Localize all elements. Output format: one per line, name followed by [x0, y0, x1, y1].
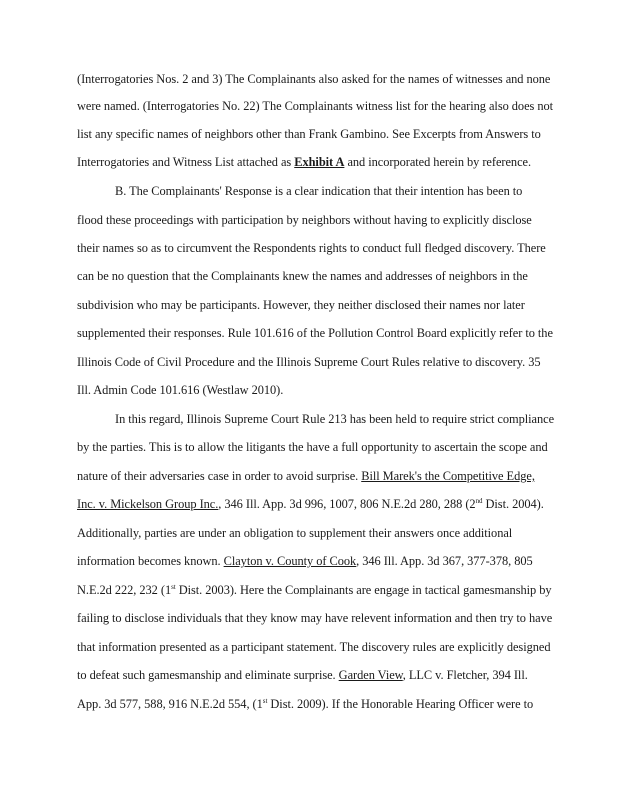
text-line: (Interrogatories Nos. 2 and 3) The Complainants also asked for the names of witnesses and none [77, 72, 551, 86]
text-line: Illinois Code of Civil Procedure and the Illinois Supreme Court Rules relative to discovery. 35 [77, 355, 541, 369]
text-line: information becomes known. Clayton v. County of Cook, 346 Ill. App. 3d 367, 377-378, 805 [77, 554, 533, 568]
text-line: failing to disclose individuals that they know may have relevent information and then try to have [77, 611, 553, 625]
text-line: to defeat such gamesmanship and eliminate surprise. Garden View, LLC v. Fletcher, 394 Ill. [77, 668, 528, 682]
text-line: list any specific names of neighbors other than Frank Gambino. See Excerpts from Answers to [77, 127, 541, 141]
text-line: Interrogatories and Witness List attached as Exhibit A and incorporated herein by reference. [77, 155, 532, 169]
text-line: by the parties. This is to allow the litigants the have a full opportunity to ascertain the scope and [77, 440, 548, 454]
case-citation: Inc. v. Mickelson Group Inc. [77, 497, 219, 511]
case-citation: Clayton v. County of Cook [223, 554, 357, 568]
text-line: were named. (Interrogatories No. 22) The Complainants witness list for the hearing also does not [77, 99, 554, 113]
text-line: flood these proceedings with participation by neighbors without having to explicitly disclose [77, 213, 532, 227]
text-line: N.E.2d 222, 232 (1st Dist. 2003). Here the Complainants are engage in tactical gamesmanship by [77, 583, 552, 597]
paragraph-b-start: B. The Complainants' Response is a clear indication that their intention has been to [115, 184, 523, 198]
text-line: Inc. v. Mickelson Group Inc., 346 Ill. App. 3d 996, 1007, 806 N.E.2d 280, 288 (2nd Dist. 2004). [77, 497, 544, 511]
case-citation: Garden View [338, 668, 403, 682]
case-citation: Bill Marek's the Competitive Edge, [361, 469, 535, 483]
text-line: can be no question that the Complainants knew the names and addresses of neighbors in the [77, 269, 528, 283]
text-line: subdivision who may be participants. However, they neither disclosed their names nor later [77, 298, 525, 312]
text-line: Ill. Admin Code 101.616 (Westlaw 2010). [77, 383, 284, 397]
paragraph-start: In this regard, Illinois Supreme Court Rule 213 has been held to require strict compliance [115, 412, 555, 426]
exhibit-a-reference: Exhibit A [294, 155, 345, 169]
text-line: supplemented their responses. Rule 101.616 of the Pollution Control Board explicitly refer to the [77, 326, 553, 340]
text-line: Additionally, parties are under an obligation to supplement their answers once additional [77, 526, 513, 540]
text-line: their names so as to circumvent the Respondents rights to conduct full fledged discovery. There [77, 241, 546, 255]
text-line: App. 3d 577, 588, 916 N.E.2d 554, (1st Dist. 2009). If the Honorable Hearing Officer were to [77, 697, 534, 711]
text-line: nature of their adversaries case in order to avoid surprise. Bill Marek's the Competitive Edge, [77, 469, 535, 483]
text-line: that information presented as a participant statement. The discovery rules are explicitly designed [77, 640, 551, 654]
